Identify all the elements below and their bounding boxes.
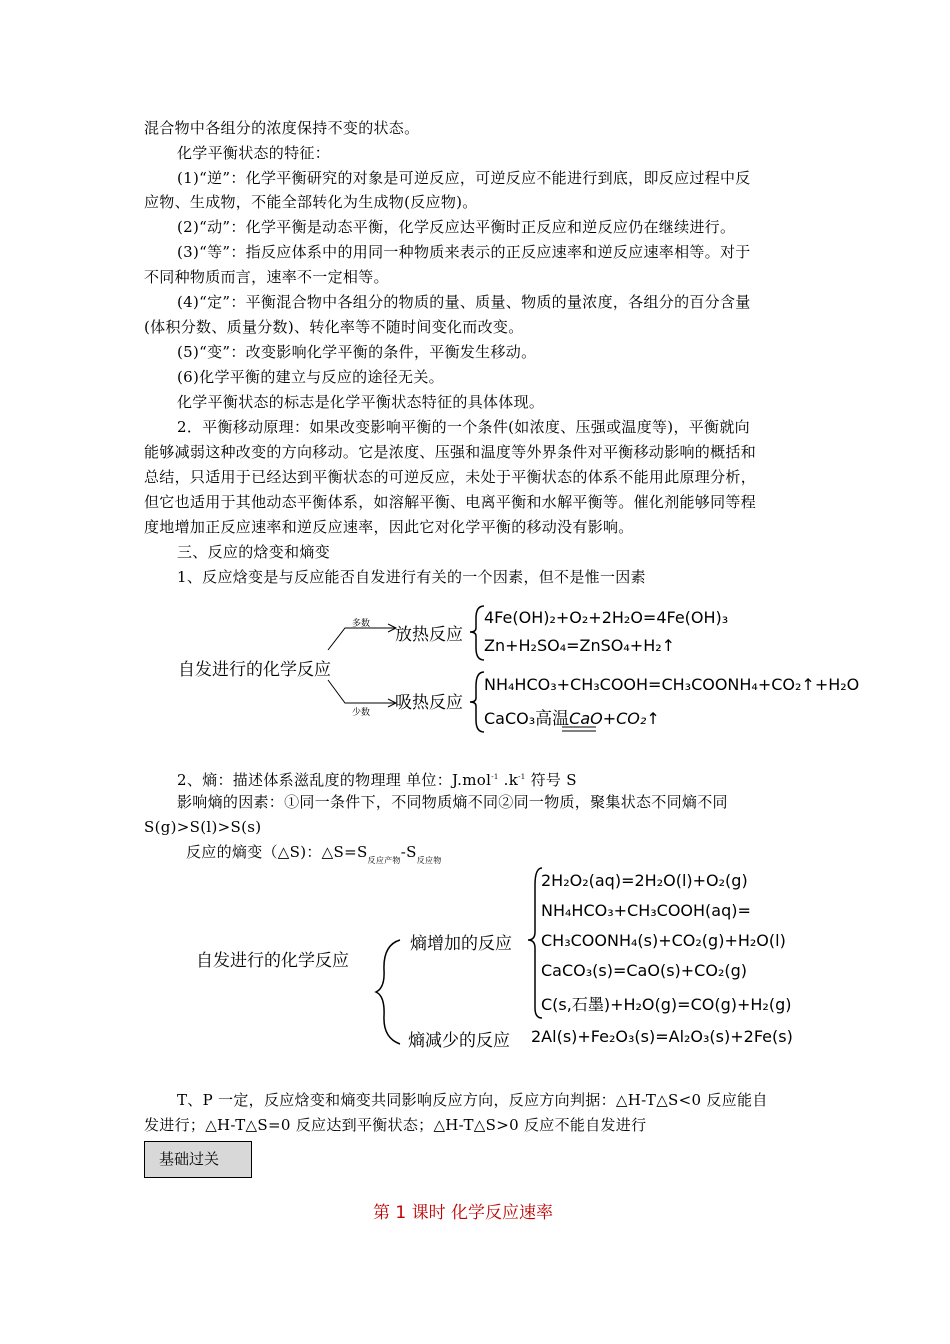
paragraph: (6)化学平衡的建立与反应的途径无关。: [177, 368, 444, 386]
paragraph: T、P 一定，反应焓变和熵变共同影响反应方向，反应方向判据：△H-T△S<0 反应能自: [177, 1091, 768, 1109]
equation: 4Fe(OH)₂+O₂+2H₂O=4Fe(OH)₃: [484, 608, 729, 627]
paragraph: 化学平衡状态的标志是化学平衡状态特征的具体体现。: [177, 393, 545, 411]
diagram-root-label: 自发进行的化学反应: [178, 660, 331, 680]
text: -S: [400, 843, 417, 861]
equation: [484, 704, 660, 729]
paragraph: 1、反应焓变是与反应能否自发进行有关的一个因素，但不是惟一因素: [177, 568, 646, 586]
majority-tag: 多数: [352, 619, 371, 629]
text: 符号 S: [525, 771, 577, 789]
superscript: -1: [518, 773, 526, 781]
superscript: -1: [491, 773, 499, 781]
box-label: 基础过关: [159, 1150, 220, 1168]
equation: NH₄HCO₃+CH₃COOH=CH₃COONH₄+CO₂↑+H₂O: [484, 675, 860, 694]
equation-condition: 高温: [535, 709, 570, 729]
equation: Zn+H₂SO₄=ZnSO₄+H₂↑: [484, 636, 676, 655]
paragraph: 能够减弱这种改变的方向移动。它是浓度、压强和温度等外界条件对平衡移动影响的概括和: [144, 443, 757, 461]
equation: 2Al(s)+Fe₂O₃(s)=Al₂O₃(s)+2Fe(s): [531, 1027, 793, 1046]
paragraph: 不同种物质而言，速率不一定相等。: [144, 268, 389, 286]
subscript: 反应产物: [367, 856, 401, 865]
paragraph: 总结，只适用于已经达到平衡状态的可逆反应，未处于平衡状态的体系不能用此原理分析，: [144, 468, 757, 486]
paragraph: 发进行；△H-T△S=0 反应达到平衡状态；△H-T△S>0 反应不能自发进行: [144, 1116, 647, 1134]
equation: 2H₂O₂(aq)=2H₂O(l)+O₂(g): [541, 871, 748, 890]
paragraph: 应物、生成物，不能全部转化为生成物(反应物)。: [144, 193, 478, 211]
paragraph: (2)“动”：化学平衡是动态平衡，化学反应达平衡时正反应和逆反应仍在继续进行。: [177, 218, 736, 236]
section-heading: 三、反应的焓变和熵变: [177, 543, 331, 561]
paragraph: 但它也适用于其他动态平衡体系，如溶解平衡、电离平衡和水解平衡等。催化剂能够同等程: [144, 493, 757, 511]
subscript: 反应物: [416, 856, 442, 865]
text: 2、熵：描述体系滋乱度的物理理 单位：J.mol: [177, 771, 492, 789]
paragraph: 影响熵的因素：①同一条件下，不同物质熵不同②同一物质，聚集状态不同熵不同: [177, 793, 728, 811]
paragraph: (体积分数、质量分数)、转化率等不随时间变化而改变。: [144, 318, 524, 336]
equation-products: CaO+CO₂↑: [569, 709, 660, 728]
entropy-decrease-label: 熵减少的反应: [408, 1031, 510, 1051]
diagram-root-label: 自发进行的化学反应: [196, 951, 349, 971]
text: .k: [498, 771, 519, 789]
equation: CaCO₃(s)=CaO(s)+CO₂(g): [541, 961, 747, 980]
paragraph: (3)“等”：指反应体系中的用同一种物质来表示的正反应速率和逆反应速率相等。对于: [177, 243, 751, 261]
paragraph: (1)“逆”：化学平衡研究的对象是可逆反应，可逆反应不能进行到底，即反应过程中反: [177, 169, 751, 187]
paragraph: 化学平衡状态的特征：: [177, 144, 331, 162]
equation: CH₃COONH₄(s)+CO₂(g)+H₂O(l): [541, 931, 786, 950]
basic-review-box: [144, 1141, 252, 1178]
paragraph: 度地增加正反应速率和逆反应速率，因此它对化学平衡的移动没有影响。: [144, 518, 634, 536]
lesson-title: 第 1 课时 化学反应速率: [373, 1203, 554, 1223]
minority-tag: 少数: [352, 708, 371, 718]
equation: NH₄HCO₃+CH₃COOH(aq)=: [541, 901, 751, 920]
paragraph: 混合物中各组分的浓度保持不变的状态。: [144, 119, 420, 137]
endothermic-label: 吸热反应: [395, 693, 463, 713]
paragraph: [177, 766, 577, 791]
paragraph: (5)“变”：改变影响化学平衡的条件，平衡发生移动。: [177, 343, 537, 361]
text: 反应的熵变（△S)：△S=S: [186, 843, 368, 861]
equation-reactant: CaCO₃: [484, 709, 536, 728]
exothermic-label: 放热反应: [395, 625, 463, 645]
entropy-increase-label: 熵增加的反应: [410, 934, 512, 954]
equation: C(s,石墨)+H₂O(g)=CO(g)+H₂(g): [541, 995, 792, 1014]
paragraph: S(g)>S(l)>S(s): [144, 818, 262, 836]
paragraph: 2．平衡移动原理：如果改变影响平衡的一个条件(如浓度、压强或温度等)，平衡就向: [177, 418, 750, 436]
paragraph: (4)“定”：平衡混合物中各组分的物质的量、质量、物质的量浓度，各组分的百分含量: [177, 293, 751, 311]
